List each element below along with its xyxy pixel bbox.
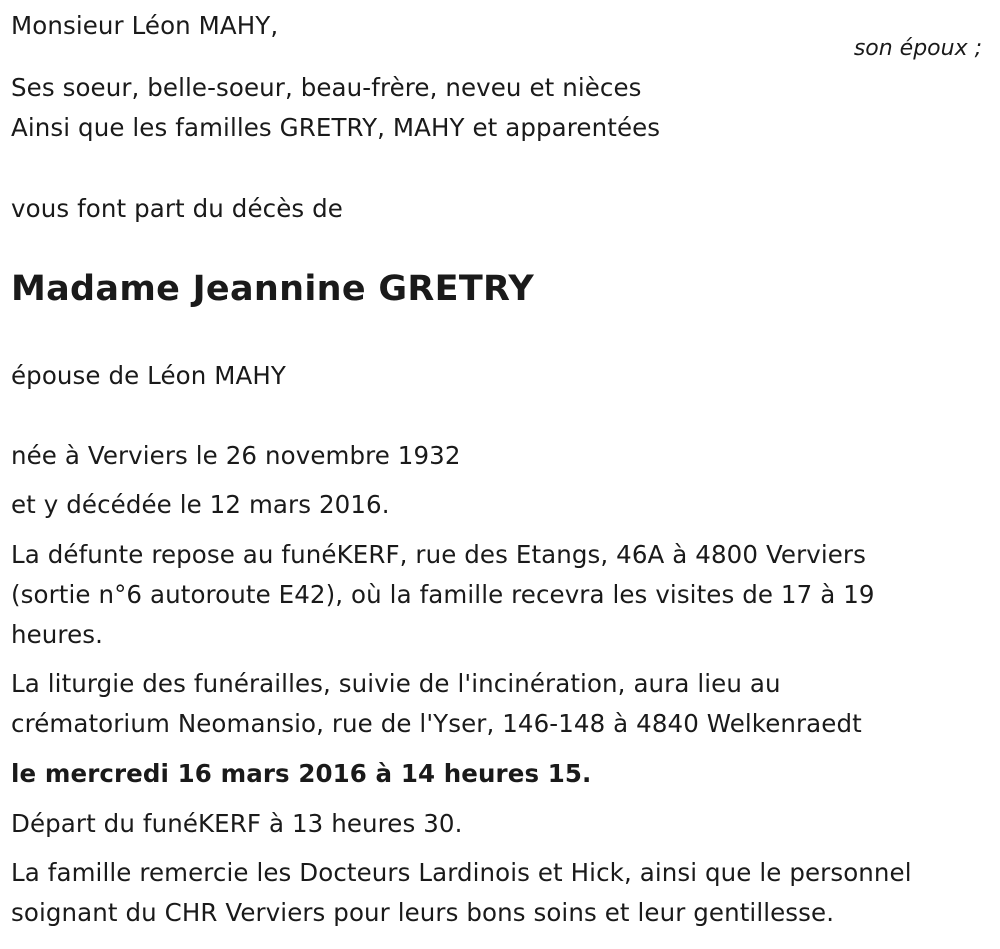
husband-line: Monsieur Léon MAHY, — [11, 11, 279, 40]
thanks-line-2: soignant du CHR Verviers pour leurs bons soins et leur gentillesse. — [11, 898, 835, 927]
liturgy-line-2: crématorium Neomansio, rue de l'Yser, 146-148 à 4840 Welkenraedt — [11, 709, 862, 738]
ceremony-date: le mercredi 16 mars 2016 à 14 heures 15. — [11, 759, 592, 788]
departure-line: Départ du funéKERF à 13 heures 30. — [11, 809, 463, 838]
thanks-line-1: La famille remercie les Docteurs Lardinois et Hick, ainsi que le personnel — [11, 858, 912, 887]
death-line: et y décédée le 12 mars 2016. — [11, 490, 390, 519]
birth-line: née à Verviers le 26 novembre 1932 — [11, 441, 461, 470]
family-line-2: Ainsi que les familles GRETRY, MAHY et apparentées — [11, 113, 661, 142]
husband-role: son époux ; — [853, 36, 982, 61]
spouse-of-line: épouse de Léon MAHY — [11, 361, 286, 390]
family-line-1: Ses soeur, belle-soeur, beau-frère, neveu et nièces — [11, 73, 642, 102]
liturgy-line-1: La liturgie des funérailles, suivie de l'incinération, aura lieu au — [11, 669, 781, 698]
rest-line-3: heures. — [11, 620, 103, 649]
rest-line-1: La défunte repose au funéKERF, rue des Etangs, 46A à 4800 Verviers — [11, 540, 866, 569]
deceased-name-heading: Madame Jeannine GRETRY — [11, 269, 535, 309]
rest-line-2: (sortie n°6 autoroute E42), où la famille recevra les visites de 17 à 19 — [11, 580, 875, 609]
announcement-text: vous font part du décès de — [11, 194, 343, 223]
